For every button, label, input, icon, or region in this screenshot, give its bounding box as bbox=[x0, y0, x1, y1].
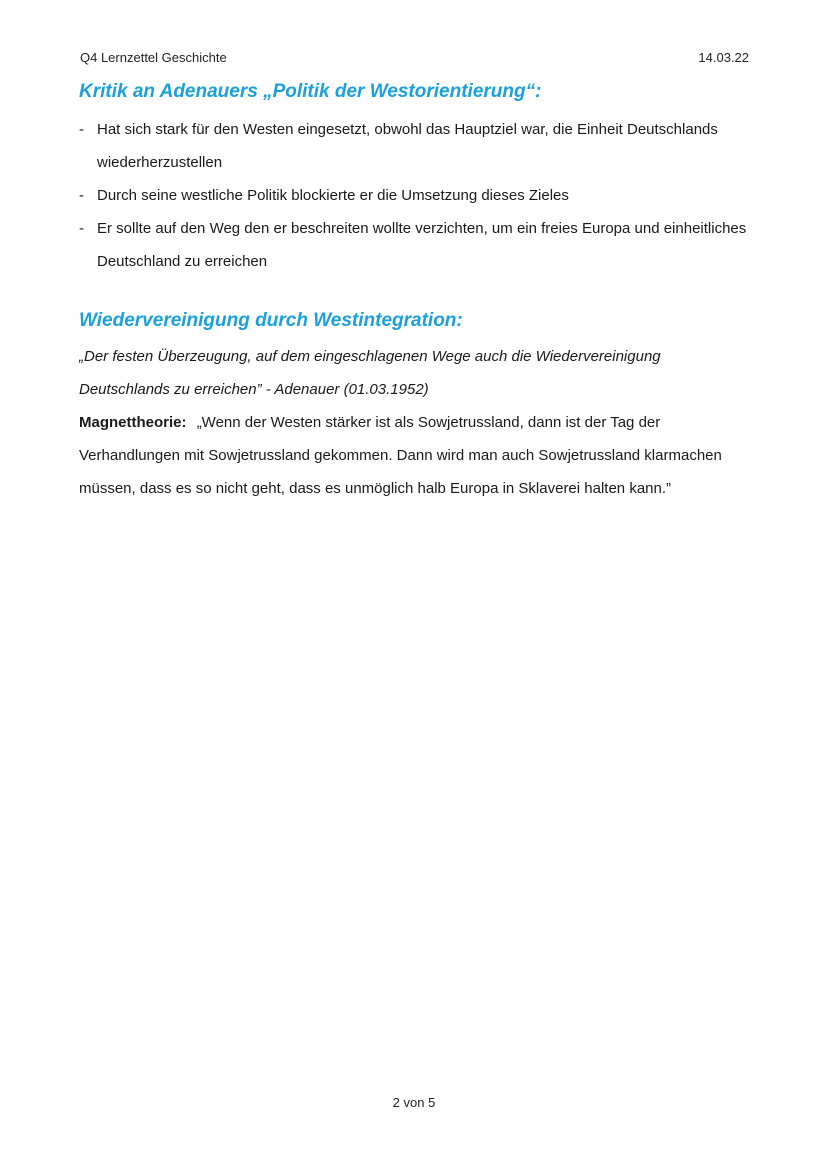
magnettheorie-label: Magnettheorie: bbox=[79, 414, 187, 431]
list-item-text: Hat sich stark für den Westen eingesetzt, obwohl das Hauptziel war, die Einheit Deutschlands wiederherzustellen bbox=[97, 121, 718, 171]
list-item bbox=[79, 113, 755, 179]
page-number: 2 von 5 bbox=[392, 1095, 436, 1110]
page-content bbox=[79, 79, 755, 505]
magnettheorie-text: „Wenn der Westen stärker ist als Sowjetrussland, dann ist der Tag der Verhandlungen mit Sowjetrussland gekommen. Dann wird man auch Sowjetrussland klarmachen müssen, dass es so nicht geht, dass es unmöglich halb Europa in Sklaverei halten kann.” bbox=[79, 414, 722, 497]
list-item-text: Durch seine westliche Politik blockierte er die Umsetzung dieses Zieles bbox=[97, 187, 569, 204]
section-title-kritik: Kritik an Adenauers „Politik der Westorientierung“: bbox=[79, 81, 542, 102]
kritik-list bbox=[79, 113, 755, 278]
document-title: Q4 Lernzettel Geschichte bbox=[80, 50, 227, 65]
list-item-text: Er sollte auf den Weg den er beschreiten wollte verzichten, um ein freies Europa und einheitliches Deutschland zu erreichen bbox=[97, 220, 747, 270]
document-date: 14.03.22 bbox=[698, 50, 749, 65]
page-header bbox=[80, 50, 749, 70]
dash-bullet: - bbox=[79, 220, 84, 237]
magnettheorie-paragraph bbox=[79, 406, 755, 505]
adenauer-quote: „Der festen Überzeugung, auf dem eingeschlagenen Wege auch die Wiedervereinigung Deutschlands zu erreichen” - Adenauer (01.03.1952) bbox=[79, 348, 661, 398]
section-title-westintegration: Wiedervereinigung durch Westintegration: bbox=[79, 310, 463, 331]
list-item bbox=[79, 212, 755, 278]
list-item bbox=[79, 179, 755, 212]
dash-bullet: - bbox=[79, 121, 84, 138]
dash-bullet: - bbox=[79, 187, 84, 204]
